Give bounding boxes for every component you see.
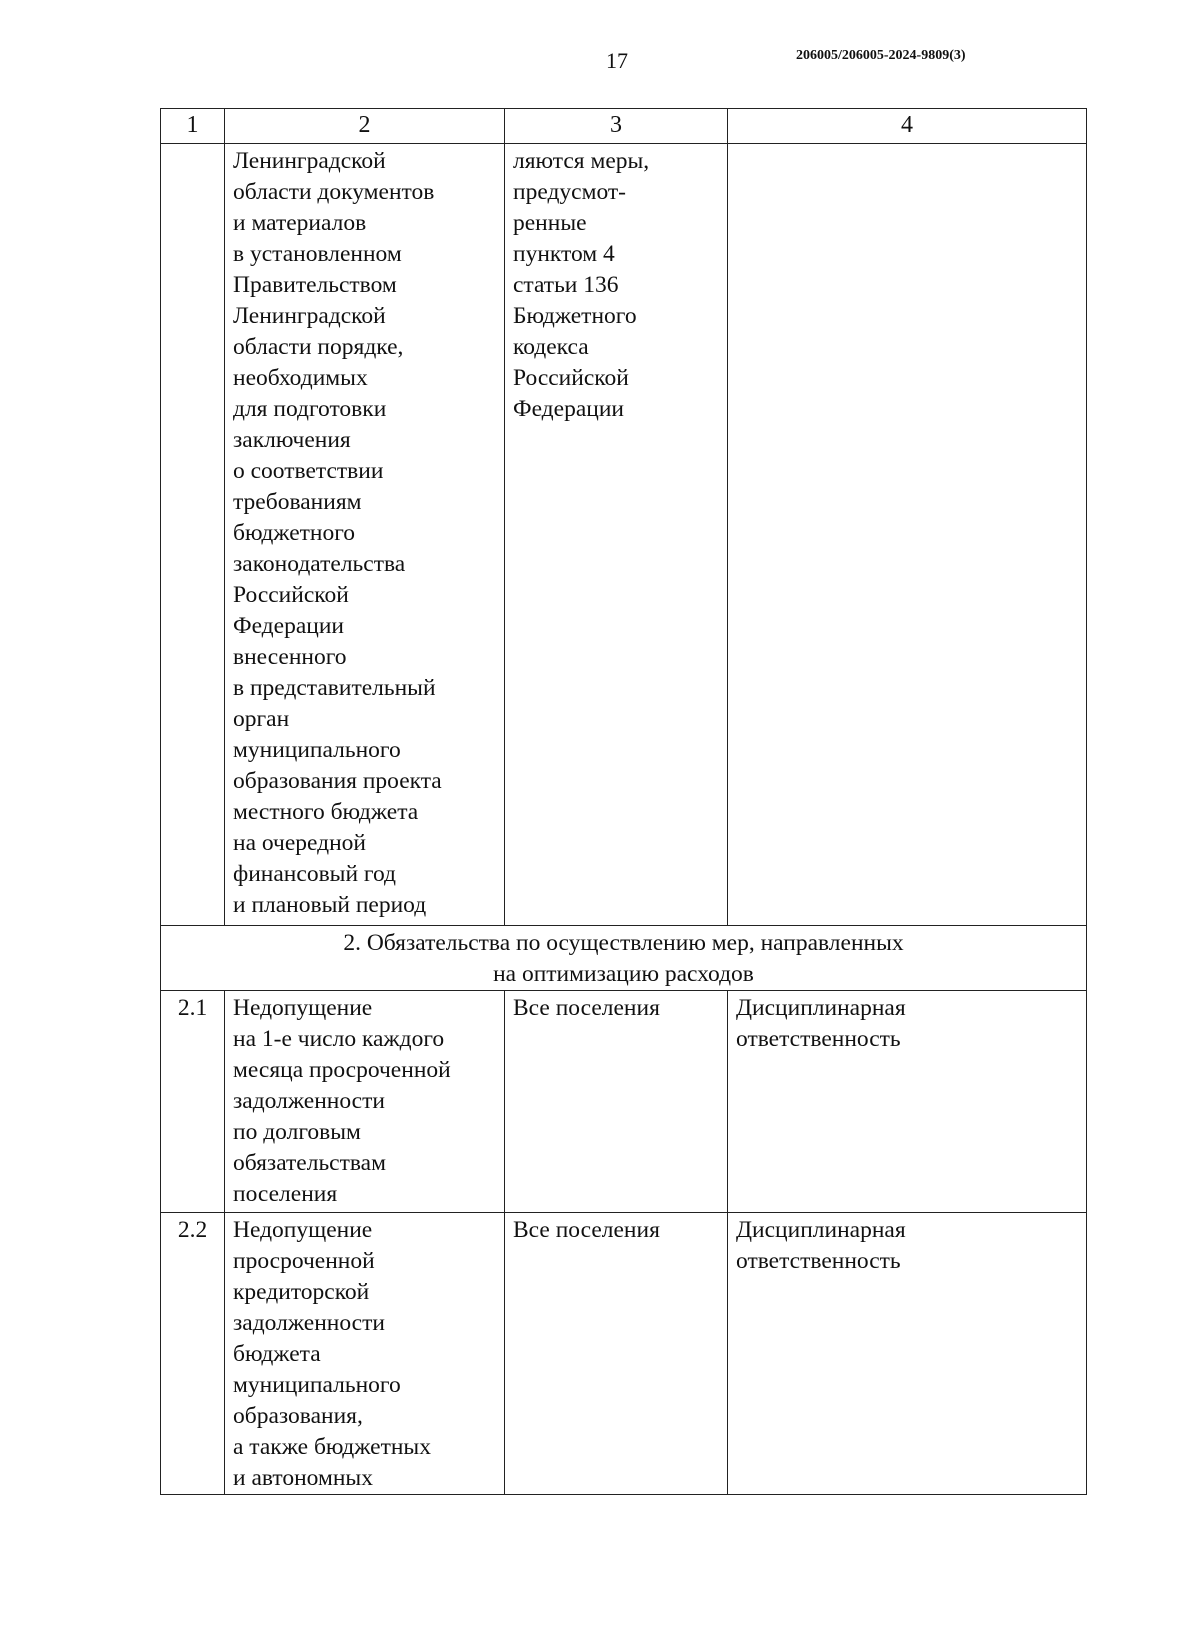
responsibility-cell: Дисциплинарная ответственность (728, 991, 1087, 1213)
page-number: 17 (606, 48, 628, 73)
column-header-4: 4 (728, 109, 1087, 144)
measure-description-cell: Недопущение просроченной кредиторской задолженности бюджета муниципального образования, а также бюджетных и автономных (225, 1213, 505, 1495)
table-row (161, 1213, 1087, 1495)
table-row (161, 991, 1087, 1213)
applicability-cell: Все поселения (505, 991, 728, 1213)
table-row (161, 144, 1087, 926)
section-row (161, 926, 1087, 991)
document-id: 206005/206005-2024-9809(3) (796, 48, 966, 63)
measure-description-cell: Ленинградской области документов и материалов в установленном Правительством Ленинградской области порядке, необходимых для подготовки заключения о соответствии требованиям бюджетного законодательства Российской Федерации внесенного в представительный орган муниципального образования проекта местного бюджета на очередной финансовый год и плановый период (225, 144, 505, 926)
responsibility-cell (728, 144, 1087, 926)
responsibility-cell: Дисциплинарная ответственность (728, 1213, 1087, 1495)
applicability-cell: ляются меры, предусмот- ренные пунктом 4 статьи 136 Бюджетного кодекса Российской Федерации (505, 144, 728, 926)
measure-description-cell: Недопущение на 1-е число каждого месяца просроченной задолженности по долговым обязательствам поселения (225, 991, 505, 1213)
column-header-2: 2 (225, 109, 505, 144)
column-header-3: 3 (505, 109, 728, 144)
row-number-cell: 2.2 (161, 1213, 225, 1495)
table-header-row (161, 109, 1087, 144)
row-number-cell: 2.1 (161, 991, 225, 1213)
section-title: 2. Обязательства по осуществлению мер, направленных на оптимизацию расходов (161, 926, 1087, 991)
measures-table (160, 108, 1087, 1495)
applicability-cell: Все поселения (505, 1213, 728, 1495)
column-header-1: 1 (161, 109, 225, 144)
row-number-cell (161, 144, 225, 926)
